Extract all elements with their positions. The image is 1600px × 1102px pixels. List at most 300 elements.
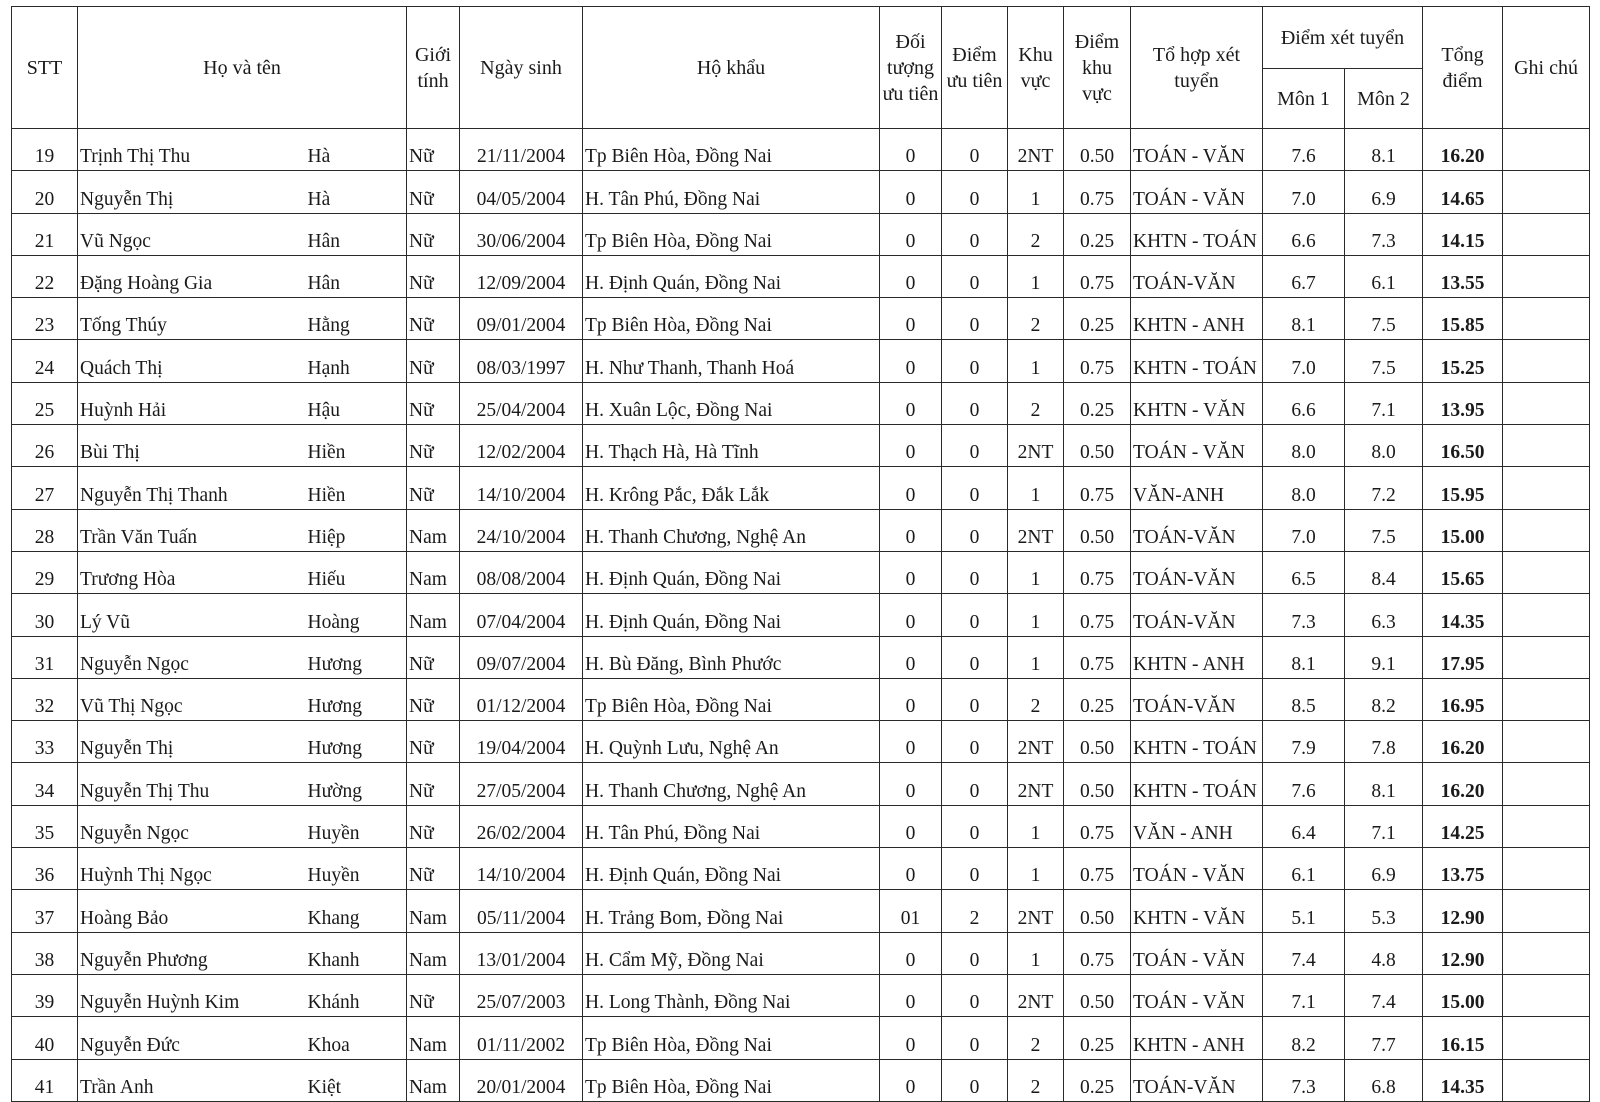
priority-group-cell: 0	[880, 763, 942, 805]
given-name-cell: Khánh	[306, 974, 407, 1016]
subject-1-score-cell: 7.3	[1263, 594, 1345, 636]
region-cell: 1	[1008, 848, 1064, 890]
birth-date-cell: 08/03/1997	[460, 340, 583, 382]
priority-points-cell: 0	[942, 721, 1008, 763]
family-name-cell: Nguyễn Phương	[78, 932, 306, 974]
family-name-cell: Trần Anh	[78, 1059, 306, 1101]
family-name-cell: Trịnh Thị Thu	[78, 129, 306, 171]
stt-cell: 39	[12, 974, 78, 1016]
residence-cell: Tp Biên Hòa, Đồng Nai	[583, 678, 880, 720]
priority-group-cell: 0	[880, 425, 942, 467]
subject-combination-cell: TOÁN-VĂN	[1131, 1059, 1263, 1101]
table-row	[12, 678, 1590, 720]
subject-2-score-cell: 6.8	[1345, 1059, 1423, 1101]
subject-2-score-cell: 8.1	[1345, 763, 1423, 805]
table-row	[12, 340, 1590, 382]
notes-cell	[1503, 509, 1590, 551]
region-points-cell: 0.50	[1064, 974, 1131, 1016]
total-score-cell: 15.95	[1423, 467, 1503, 509]
notes-cell	[1503, 974, 1590, 1016]
subject-1-score-cell: 7.3	[1263, 1059, 1345, 1101]
header-full-name: Họ và tên	[78, 7, 407, 129]
priority-points-cell: 0	[942, 932, 1008, 974]
table-row	[12, 932, 1590, 974]
family-name-cell: Hoàng Bảo	[78, 890, 306, 932]
subject-1-score-cell: 6.6	[1263, 213, 1345, 255]
stt-cell: 27	[12, 467, 78, 509]
stt-cell: 30	[12, 594, 78, 636]
header-gender: Giới tính	[407, 7, 460, 129]
given-name-cell: Hiệp	[306, 509, 407, 551]
table-row	[12, 974, 1590, 1016]
gender-cell: Nữ	[407, 255, 460, 297]
stt-cell: 35	[12, 805, 78, 847]
table-row	[12, 213, 1590, 255]
subject-combination-cell: KHTN - VĂN	[1131, 382, 1263, 424]
stt-cell: 36	[12, 848, 78, 890]
stt-cell: 21	[12, 213, 78, 255]
subject-combination-cell: TOÁN - VĂN	[1131, 129, 1263, 171]
table-row	[12, 1059, 1590, 1101]
priority-group-cell: 0	[880, 340, 942, 382]
region-cell: 1	[1008, 932, 1064, 974]
total-score-cell: 16.50	[1423, 425, 1503, 467]
subject-combination-cell: VĂN-ANH	[1131, 467, 1263, 509]
priority-group-cell: 0	[880, 721, 942, 763]
priority-points-cell: 0	[942, 509, 1008, 551]
residence-cell: H. Định Quán, Đồng Nai	[583, 848, 880, 890]
priority-points-cell: 0	[942, 340, 1008, 382]
family-name-cell: Huỳnh Hải	[78, 382, 306, 424]
gender-cell: Nữ	[407, 848, 460, 890]
birth-date-cell: 12/09/2004	[460, 255, 583, 297]
subject-2-score-cell: 8.2	[1345, 678, 1423, 720]
stt-cell: 31	[12, 636, 78, 678]
table-row	[12, 255, 1590, 297]
family-name-cell: Nguyễn Ngọc	[78, 805, 306, 847]
priority-points-cell: 0	[942, 974, 1008, 1016]
header-admission-scores: Điểm xét tuyển	[1263, 7, 1423, 69]
region-points-cell: 0.75	[1064, 255, 1131, 297]
subject-1-score-cell: 7.0	[1263, 171, 1345, 213]
birth-date-cell: 08/08/2004	[460, 551, 583, 593]
priority-points-cell: 0	[942, 129, 1008, 171]
birth-date-cell: 14/10/2004	[460, 848, 583, 890]
notes-cell	[1503, 721, 1590, 763]
given-name-cell: Hậu	[306, 382, 407, 424]
stt-cell: 28	[12, 509, 78, 551]
priority-group-cell: 0	[880, 1059, 942, 1101]
given-name-cell: Hân	[306, 255, 407, 297]
residence-cell: Tp Biên Hòa, Đồng Nai	[583, 298, 880, 340]
subject-1-score-cell: 8.2	[1263, 1017, 1345, 1059]
region-cell: 1	[1008, 636, 1064, 678]
subject-1-score-cell: 7.9	[1263, 721, 1345, 763]
gender-cell: Nam	[407, 594, 460, 636]
subject-combination-cell: KHTN - ANH	[1131, 636, 1263, 678]
gender-cell: Nam	[407, 890, 460, 932]
subject-combination-cell: KHTN - TOÁN	[1131, 721, 1263, 763]
notes-cell	[1503, 171, 1590, 213]
subject-combination-cell: TOÁN-VĂN	[1131, 509, 1263, 551]
region-points-cell: 0.50	[1064, 721, 1131, 763]
birth-date-cell: 21/11/2004	[460, 129, 583, 171]
total-score-cell: 13.95	[1423, 382, 1503, 424]
stt-cell: 29	[12, 551, 78, 593]
priority-points-cell: 0	[942, 848, 1008, 890]
header-residence: Hộ khẩu	[583, 7, 880, 129]
notes-cell	[1503, 1017, 1590, 1059]
priority-points-cell: 0	[942, 1059, 1008, 1101]
table-row	[12, 509, 1590, 551]
birth-date-cell: 05/11/2004	[460, 890, 583, 932]
total-score-cell: 15.25	[1423, 340, 1503, 382]
notes-cell	[1503, 890, 1590, 932]
subject-2-score-cell: 8.0	[1345, 425, 1423, 467]
subject-2-score-cell: 6.9	[1345, 848, 1423, 890]
gender-cell: Nam	[407, 1017, 460, 1059]
family-name-cell: Quách Thị	[78, 340, 306, 382]
birth-date-cell: 09/01/2004	[460, 298, 583, 340]
priority-group-cell: 0	[880, 509, 942, 551]
region-points-cell: 0.25	[1064, 1017, 1131, 1059]
region-points-cell: 0.50	[1064, 509, 1131, 551]
subject-2-score-cell: 6.1	[1345, 255, 1423, 297]
notes-cell	[1503, 467, 1590, 509]
region-cell: 2	[1008, 1059, 1064, 1101]
gender-cell: Nữ	[407, 763, 460, 805]
region-cell: 2NT	[1008, 509, 1064, 551]
region-cell: 1	[1008, 805, 1064, 847]
priority-group-cell: 0	[880, 129, 942, 171]
region-cell: 1	[1008, 171, 1064, 213]
priority-points-cell: 0	[942, 171, 1008, 213]
region-points-cell: 0.25	[1064, 213, 1131, 255]
region-cell: 1	[1008, 594, 1064, 636]
region-points-cell: 0.50	[1064, 129, 1131, 171]
table-row	[12, 171, 1590, 213]
given-name-cell: Hà	[306, 171, 407, 213]
residence-cell: H. Tân Phú, Đồng Nai	[583, 171, 880, 213]
family-name-cell: Trương Hòa	[78, 551, 306, 593]
family-name-cell: Nguyễn Huỳnh Kim	[78, 974, 306, 1016]
family-name-cell: Vũ Thị Ngọc	[78, 678, 306, 720]
region-points-cell: 0.75	[1064, 467, 1131, 509]
subject-1-score-cell: 6.7	[1263, 255, 1345, 297]
given-name-cell: Khoa	[306, 1017, 407, 1059]
gender-cell: Nữ	[407, 974, 460, 1016]
priority-group-cell: 0	[880, 974, 942, 1016]
subject-2-score-cell: 7.5	[1345, 340, 1423, 382]
notes-cell	[1503, 340, 1590, 382]
birth-date-cell: 26/02/2004	[460, 805, 583, 847]
birth-date-cell: 12/02/2004	[460, 425, 583, 467]
subject-1-score-cell: 7.6	[1263, 129, 1345, 171]
total-score-cell: 16.95	[1423, 678, 1503, 720]
header-row	[12, 7, 1590, 69]
residence-cell: H. Bù Đăng, Bình Phước	[583, 636, 880, 678]
family-name-cell: Vũ Ngọc	[78, 213, 306, 255]
subject-combination-cell: TOÁN - VĂN	[1131, 974, 1263, 1016]
subject-2-score-cell: 7.7	[1345, 1017, 1423, 1059]
residence-cell: H. Long Thành, Đồng Nai	[583, 974, 880, 1016]
given-name-cell: Hường	[306, 763, 407, 805]
region-points-cell: 0.75	[1064, 551, 1131, 593]
gender-cell: Nữ	[407, 721, 460, 763]
notes-cell	[1503, 382, 1590, 424]
subject-combination-cell: TOÁN-VĂN	[1131, 551, 1263, 593]
subject-2-score-cell: 6.9	[1345, 171, 1423, 213]
priority-points-cell: 0	[942, 1017, 1008, 1059]
priority-group-cell: 0	[880, 932, 942, 974]
subject-2-score-cell: 4.8	[1345, 932, 1423, 974]
subject-combination-cell: KHTN - TOÁN	[1131, 213, 1263, 255]
total-score-cell: 15.00	[1423, 509, 1503, 551]
priority-group-cell: 0	[880, 255, 942, 297]
residence-cell: Tp Biên Hòa, Đồng Nai	[583, 1017, 880, 1059]
priority-points-cell: 2	[942, 890, 1008, 932]
total-score-cell: 17.95	[1423, 636, 1503, 678]
subject-combination-cell: KHTN - TOÁN	[1131, 763, 1263, 805]
residence-cell: H. Thạch Hà, Hà Tĩnh	[583, 425, 880, 467]
region-cell: 1	[1008, 467, 1064, 509]
given-name-cell: Huyền	[306, 805, 407, 847]
residence-cell: H. Krông Pắc, Đắk Lắk	[583, 467, 880, 509]
subject-combination-cell: TOÁN - VĂN	[1131, 425, 1263, 467]
gender-cell: Nữ	[407, 298, 460, 340]
gender-cell: Nữ	[407, 213, 460, 255]
region-cell: 2	[1008, 382, 1064, 424]
subject-combination-cell: KHTN - ANH	[1131, 1017, 1263, 1059]
priority-group-cell: 0	[880, 1017, 942, 1059]
stt-cell: 38	[12, 932, 78, 974]
total-score-cell: 14.35	[1423, 1059, 1503, 1101]
residence-cell: H. Tân Phú, Đồng Nai	[583, 805, 880, 847]
priority-group-cell: 0	[880, 213, 942, 255]
subject-2-score-cell: 7.3	[1345, 213, 1423, 255]
gender-cell: Nữ	[407, 678, 460, 720]
region-cell: 2	[1008, 213, 1064, 255]
subject-combination-cell: TOÁN-VĂN	[1131, 594, 1263, 636]
total-score-cell: 14.25	[1423, 805, 1503, 847]
given-name-cell: Hiền	[306, 425, 407, 467]
given-name-cell: Hương	[306, 721, 407, 763]
given-name-cell: Hằng	[306, 298, 407, 340]
subject-2-score-cell: 7.5	[1345, 509, 1423, 551]
subject-1-score-cell: 8.0	[1263, 425, 1345, 467]
gender-cell: Nữ	[407, 340, 460, 382]
notes-cell	[1503, 213, 1590, 255]
gender-cell: Nữ	[407, 636, 460, 678]
region-cell: 2NT	[1008, 763, 1064, 805]
residence-cell: H. Thanh Chương, Nghệ An	[583, 763, 880, 805]
region-cell: 1	[1008, 551, 1064, 593]
gender-cell: Nữ	[407, 425, 460, 467]
residence-cell: Tp Biên Hòa, Đồng Nai	[583, 1059, 880, 1101]
stt-cell: 22	[12, 255, 78, 297]
total-score-cell: 15.00	[1423, 974, 1503, 1016]
table-row	[12, 805, 1590, 847]
notes-cell	[1503, 255, 1590, 297]
subject-1-score-cell: 7.0	[1263, 340, 1345, 382]
stt-cell: 33	[12, 721, 78, 763]
subject-2-score-cell: 7.1	[1345, 382, 1423, 424]
region-cell: 2NT	[1008, 129, 1064, 171]
birth-date-cell: 01/11/2002	[460, 1017, 583, 1059]
given-name-cell: Hoàng	[306, 594, 407, 636]
region-cell: 2	[1008, 678, 1064, 720]
table-row	[12, 382, 1590, 424]
subject-2-score-cell: 7.1	[1345, 805, 1423, 847]
family-name-cell: Nguyễn Ngọc	[78, 636, 306, 678]
notes-cell	[1503, 594, 1590, 636]
table-row	[12, 467, 1590, 509]
subject-combination-cell: VĂN - ANH	[1131, 805, 1263, 847]
birth-date-cell: 19/04/2004	[460, 721, 583, 763]
stt-cell: 26	[12, 425, 78, 467]
priority-points-cell: 0	[942, 594, 1008, 636]
total-score-cell: 16.20	[1423, 129, 1503, 171]
priority-group-cell: 0	[880, 171, 942, 213]
subject-2-score-cell: 8.4	[1345, 551, 1423, 593]
priority-group-cell: 0	[880, 848, 942, 890]
subject-1-score-cell: 7.6	[1263, 763, 1345, 805]
stt-cell: 24	[12, 340, 78, 382]
header-region: Khu vực	[1008, 7, 1064, 129]
priority-points-cell: 0	[942, 382, 1008, 424]
family-name-cell: Nguyễn Thị	[78, 721, 306, 763]
notes-cell	[1503, 551, 1590, 593]
region-cell: 1	[1008, 255, 1064, 297]
subject-1-score-cell: 8.5	[1263, 678, 1345, 720]
table-row	[12, 551, 1590, 593]
region-points-cell: 0.75	[1064, 636, 1131, 678]
stt-cell: 41	[12, 1059, 78, 1101]
stt-cell: 23	[12, 298, 78, 340]
subject-2-score-cell: 5.3	[1345, 890, 1423, 932]
header-birth-date: Ngày sinh	[460, 7, 583, 129]
total-score-cell: 14.35	[1423, 594, 1503, 636]
region-cell: 1	[1008, 340, 1064, 382]
region-cell: 2NT	[1008, 425, 1064, 467]
priority-points-cell: 0	[942, 425, 1008, 467]
subject-1-score-cell: 8.0	[1263, 467, 1345, 509]
table-row	[12, 848, 1590, 890]
residence-cell: Tp Biên Hòa, Đồng Nai	[583, 129, 880, 171]
header-subject-1: Môn 1	[1263, 69, 1345, 129]
priority-group-cell: 0	[880, 678, 942, 720]
residence-cell: H. Cẩm Mỹ, Đồng Nai	[583, 932, 880, 974]
table-row	[12, 425, 1590, 467]
stt-cell: 34	[12, 763, 78, 805]
region-points-cell: 0.50	[1064, 425, 1131, 467]
subject-combination-cell: TOÁN - VĂN	[1131, 848, 1263, 890]
given-name-cell: Hiền	[306, 467, 407, 509]
table-row	[12, 594, 1590, 636]
region-points-cell: 0.75	[1064, 932, 1131, 974]
residence-cell: H. Như Thanh, Thanh Hoá	[583, 340, 880, 382]
region-points-cell: 0.25	[1064, 678, 1131, 720]
residence-cell: Tp Biên Hòa, Đồng Nai	[583, 213, 880, 255]
priority-group-cell: 0	[880, 298, 942, 340]
birth-date-cell: 27/05/2004	[460, 763, 583, 805]
subject-combination-cell: KHTN - TOÁN	[1131, 340, 1263, 382]
subject-2-score-cell: 8.1	[1345, 129, 1423, 171]
notes-cell	[1503, 848, 1590, 890]
given-name-cell: Hạnh	[306, 340, 407, 382]
priority-points-cell: 0	[942, 551, 1008, 593]
birth-date-cell: 01/12/2004	[460, 678, 583, 720]
priority-group-cell: 0	[880, 467, 942, 509]
birth-date-cell: 30/06/2004	[460, 213, 583, 255]
priority-group-cell: 0	[880, 805, 942, 847]
residence-cell: H. Định Quán, Đồng Nai	[583, 255, 880, 297]
subject-combination-cell: TOÁN-VĂN	[1131, 255, 1263, 297]
notes-cell	[1503, 636, 1590, 678]
total-score-cell: 12.90	[1423, 932, 1503, 974]
given-name-cell: Huyền	[306, 848, 407, 890]
gender-cell: Nữ	[407, 467, 460, 509]
family-name-cell: Tống Thúy	[78, 298, 306, 340]
subject-1-score-cell: 8.1	[1263, 298, 1345, 340]
subject-2-score-cell: 7.4	[1345, 974, 1423, 1016]
header-stt: STT	[12, 7, 78, 129]
subject-1-score-cell: 6.4	[1263, 805, 1345, 847]
family-name-cell: Huỳnh Thị Ngọc	[78, 848, 306, 890]
gender-cell: Nữ	[407, 129, 460, 171]
region-cell: 2	[1008, 298, 1064, 340]
birth-date-cell: 25/07/2003	[460, 974, 583, 1016]
subject-combination-cell: TOÁN - VĂN	[1131, 171, 1263, 213]
admission-results-table	[11, 6, 1590, 1102]
subject-1-score-cell: 8.1	[1263, 636, 1345, 678]
family-name-cell: Đặng Hoàng Gia	[78, 255, 306, 297]
notes-cell	[1503, 129, 1590, 171]
header-priority-points: Điểm ưu tiên	[942, 7, 1008, 129]
subject-combination-cell: TOÁN - VĂN	[1131, 932, 1263, 974]
birth-date-cell: 09/07/2004	[460, 636, 583, 678]
total-score-cell: 14.65	[1423, 171, 1503, 213]
birth-date-cell: 25/04/2004	[460, 382, 583, 424]
total-score-cell: 16.20	[1423, 763, 1503, 805]
stt-cell: 25	[12, 382, 78, 424]
birth-date-cell: 04/05/2004	[460, 171, 583, 213]
priority-group-cell: 0	[880, 636, 942, 678]
header-region-points: Điểm khu vực	[1064, 7, 1131, 129]
region-points-cell: 0.25	[1064, 382, 1131, 424]
subject-1-score-cell: 6.1	[1263, 848, 1345, 890]
priority-group-cell: 0	[880, 382, 942, 424]
given-name-cell: Hương	[306, 678, 407, 720]
residence-cell: H. Xuân Lộc, Đồng Nai	[583, 382, 880, 424]
region-cell: 2	[1008, 1017, 1064, 1059]
birth-date-cell: 07/04/2004	[460, 594, 583, 636]
region-points-cell: 0.75	[1064, 171, 1131, 213]
birth-date-cell: 20/01/2004	[460, 1059, 583, 1101]
residence-cell: H. Thanh Chương, Nghệ An	[583, 509, 880, 551]
notes-cell	[1503, 678, 1590, 720]
priority-points-cell: 0	[942, 678, 1008, 720]
region-points-cell: 0.50	[1064, 890, 1131, 932]
table-body	[12, 129, 1590, 1102]
priority-points-cell: 0	[942, 636, 1008, 678]
given-name-cell: Khanh	[306, 932, 407, 974]
subject-1-score-cell: 6.5	[1263, 551, 1345, 593]
residence-cell: H. Định Quán, Đồng Nai	[583, 551, 880, 593]
header-total-score: Tổng điểm	[1423, 7, 1503, 129]
subject-2-score-cell: 7.2	[1345, 467, 1423, 509]
region-points-cell: 0.75	[1064, 805, 1131, 847]
